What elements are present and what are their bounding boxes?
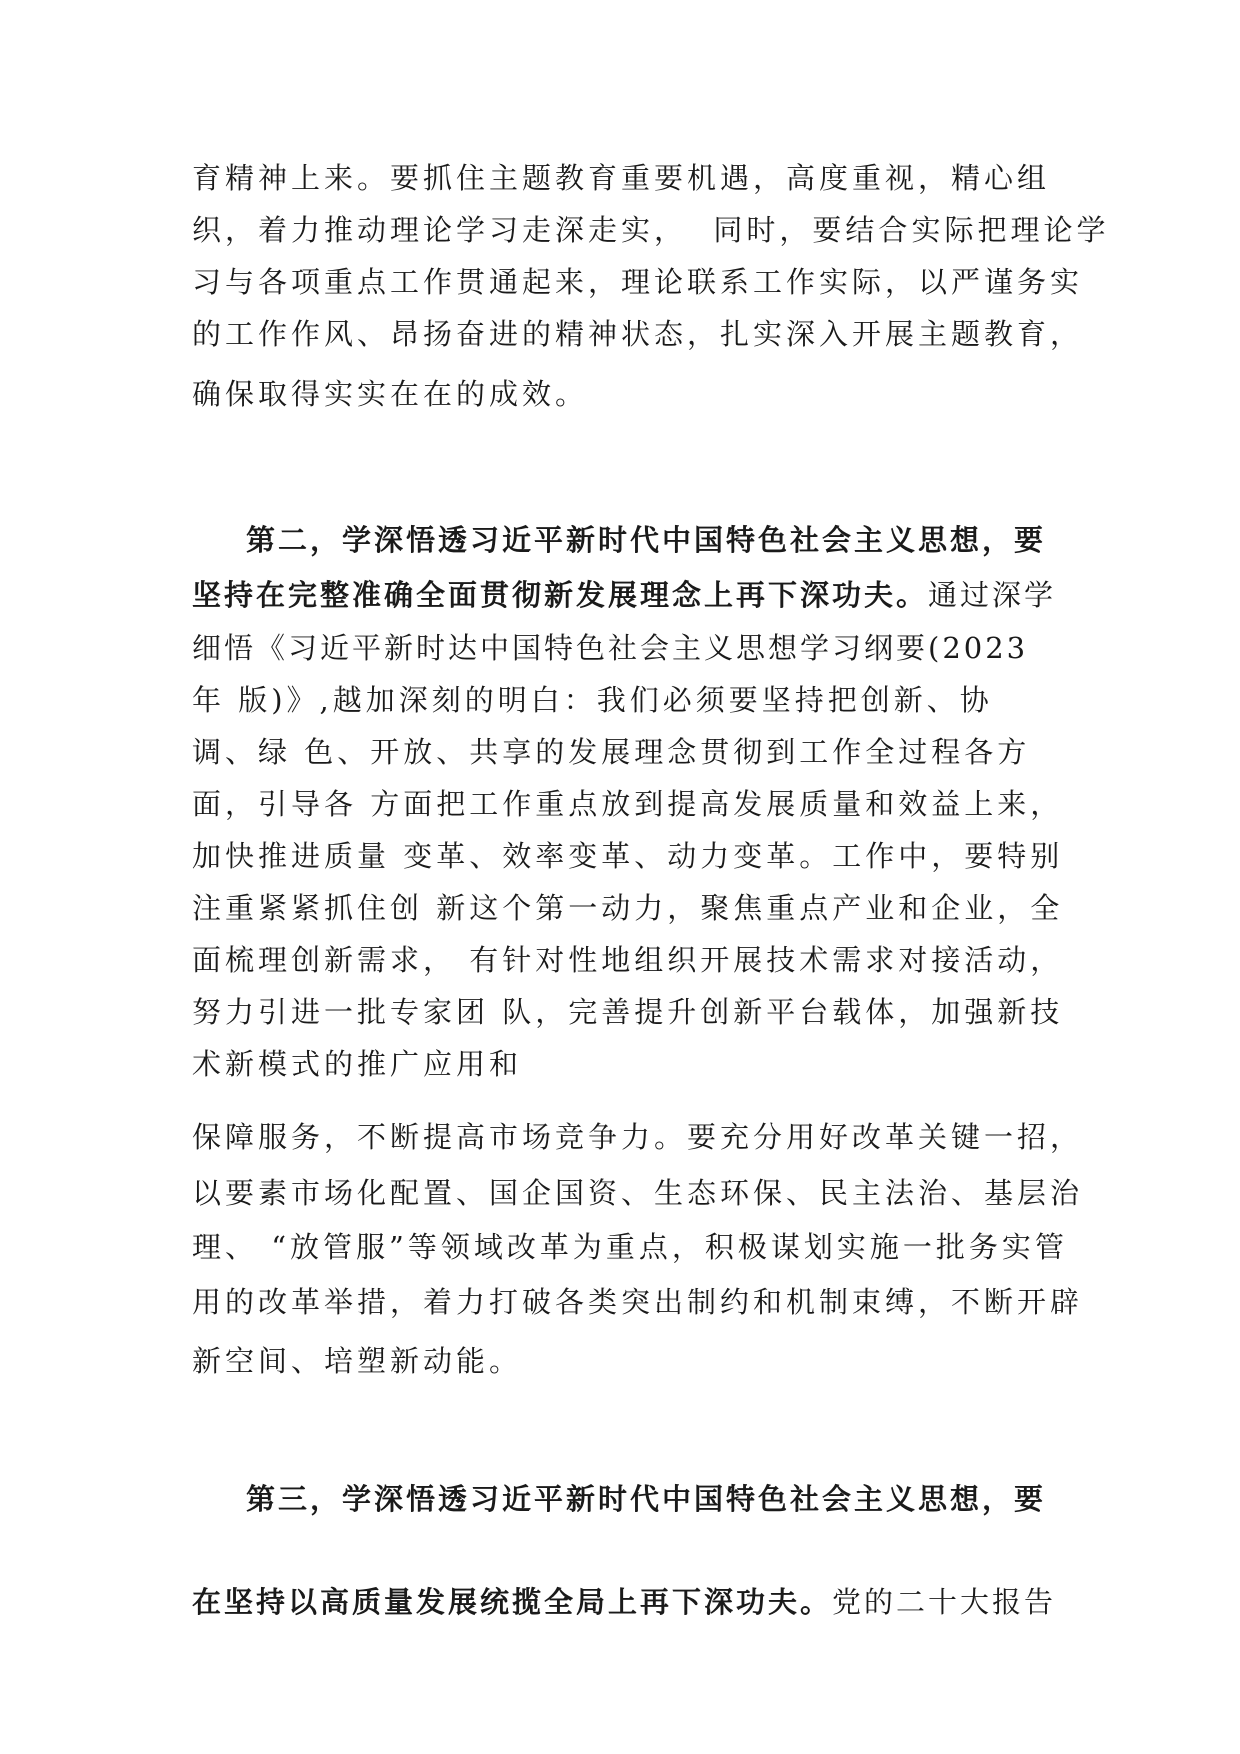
- section-heading-continuation: [192, 575, 1056, 615]
- paragraph-line: 理、 “放管服”等领域改革为重点，积极谋划实施一批务实管: [192, 1230, 1068, 1264]
- paragraph-line: 面，引导各 方面把工作重点放到提高发展质量和效益上来，: [192, 787, 1064, 821]
- paragraph-line: 保障服务，不断提高市场竞争力。要充分用好改革关键一招，: [192, 1120, 1084, 1154]
- paragraph-line: 努力引进一批专家团 队，完善提升创新平台载体，加强新技: [192, 995, 1064, 1029]
- paragraph-line: 细悟《习近平新时达中国特色社会主义思想学习纲要(2023: [192, 631, 1029, 665]
- paragraph-line: 以要素市场化配置、国企国资、生态环保、民主法治、基层治: [192, 1176, 1084, 1210]
- paragraph-line: 织，着力推动理论学习走深走实， 同时，要结合实际把理论学: [192, 213, 1110, 247]
- paragraph-line: 育精神上来。要抓住主题教育重要机遇，高度重视，精心组: [192, 161, 1051, 195]
- section-heading: 第二，学深悟透习近平新时代中国特色社会主义思想，要: [246, 523, 1047, 557]
- paragraph-line: 新空间、培塑新动能。: [192, 1344, 523, 1378]
- paragraph-text: 通过深学: [928, 578, 1057, 612]
- paragraph-text: 党的二十大报告: [832, 1585, 1057, 1619]
- paragraph-line: 加快推进质量 变革、效率变革、动力变革。工作中，要特别: [192, 839, 1064, 873]
- section-heading: 第三，学深悟透习近平新时代中国特色社会主义思想，要: [246, 1482, 1047, 1516]
- paragraph-line: 确保取得实实在在的成效。: [192, 377, 589, 411]
- section-heading-bold: 坚持在完整准确全面贯彻新发展理念上再下深功夫。: [192, 578, 929, 612]
- paragraph-line: 习与各项重点工作贯通起来，理论联系工作实际，以严谨务实: [192, 265, 1084, 299]
- paragraph-line: 面梳理创新需求， 有针对性地组织开展技术需求对接活动，: [192, 943, 1064, 977]
- paragraph-line: 术新模式的推广应用和: [192, 1047, 523, 1081]
- section-heading-continuation: [192, 1582, 1056, 1622]
- paragraph-line: 调、绿 色、开放、共享的发展理念贯彻到工作全过程各方: [192, 735, 1031, 769]
- section-heading-bold: 在坚持以高质量发展统揽全局上再下深功夫。: [192, 1585, 833, 1619]
- paragraph-line: 用的改革举措，着力打破各类突出制约和机制束缚，不断开辟: [192, 1285, 1084, 1319]
- paragraph-line: 注重紧紧抓住创 新这个第一动力，聚焦重点产业和企业，全: [192, 891, 1064, 925]
- paragraph-line: 的工作作风、昂扬奋进的精神状态，扎实深入开展主题教育，: [192, 317, 1084, 351]
- paragraph-line: 年 版)》,越加深刻的明白：我们必须要坚持把创新、协: [192, 683, 993, 717]
